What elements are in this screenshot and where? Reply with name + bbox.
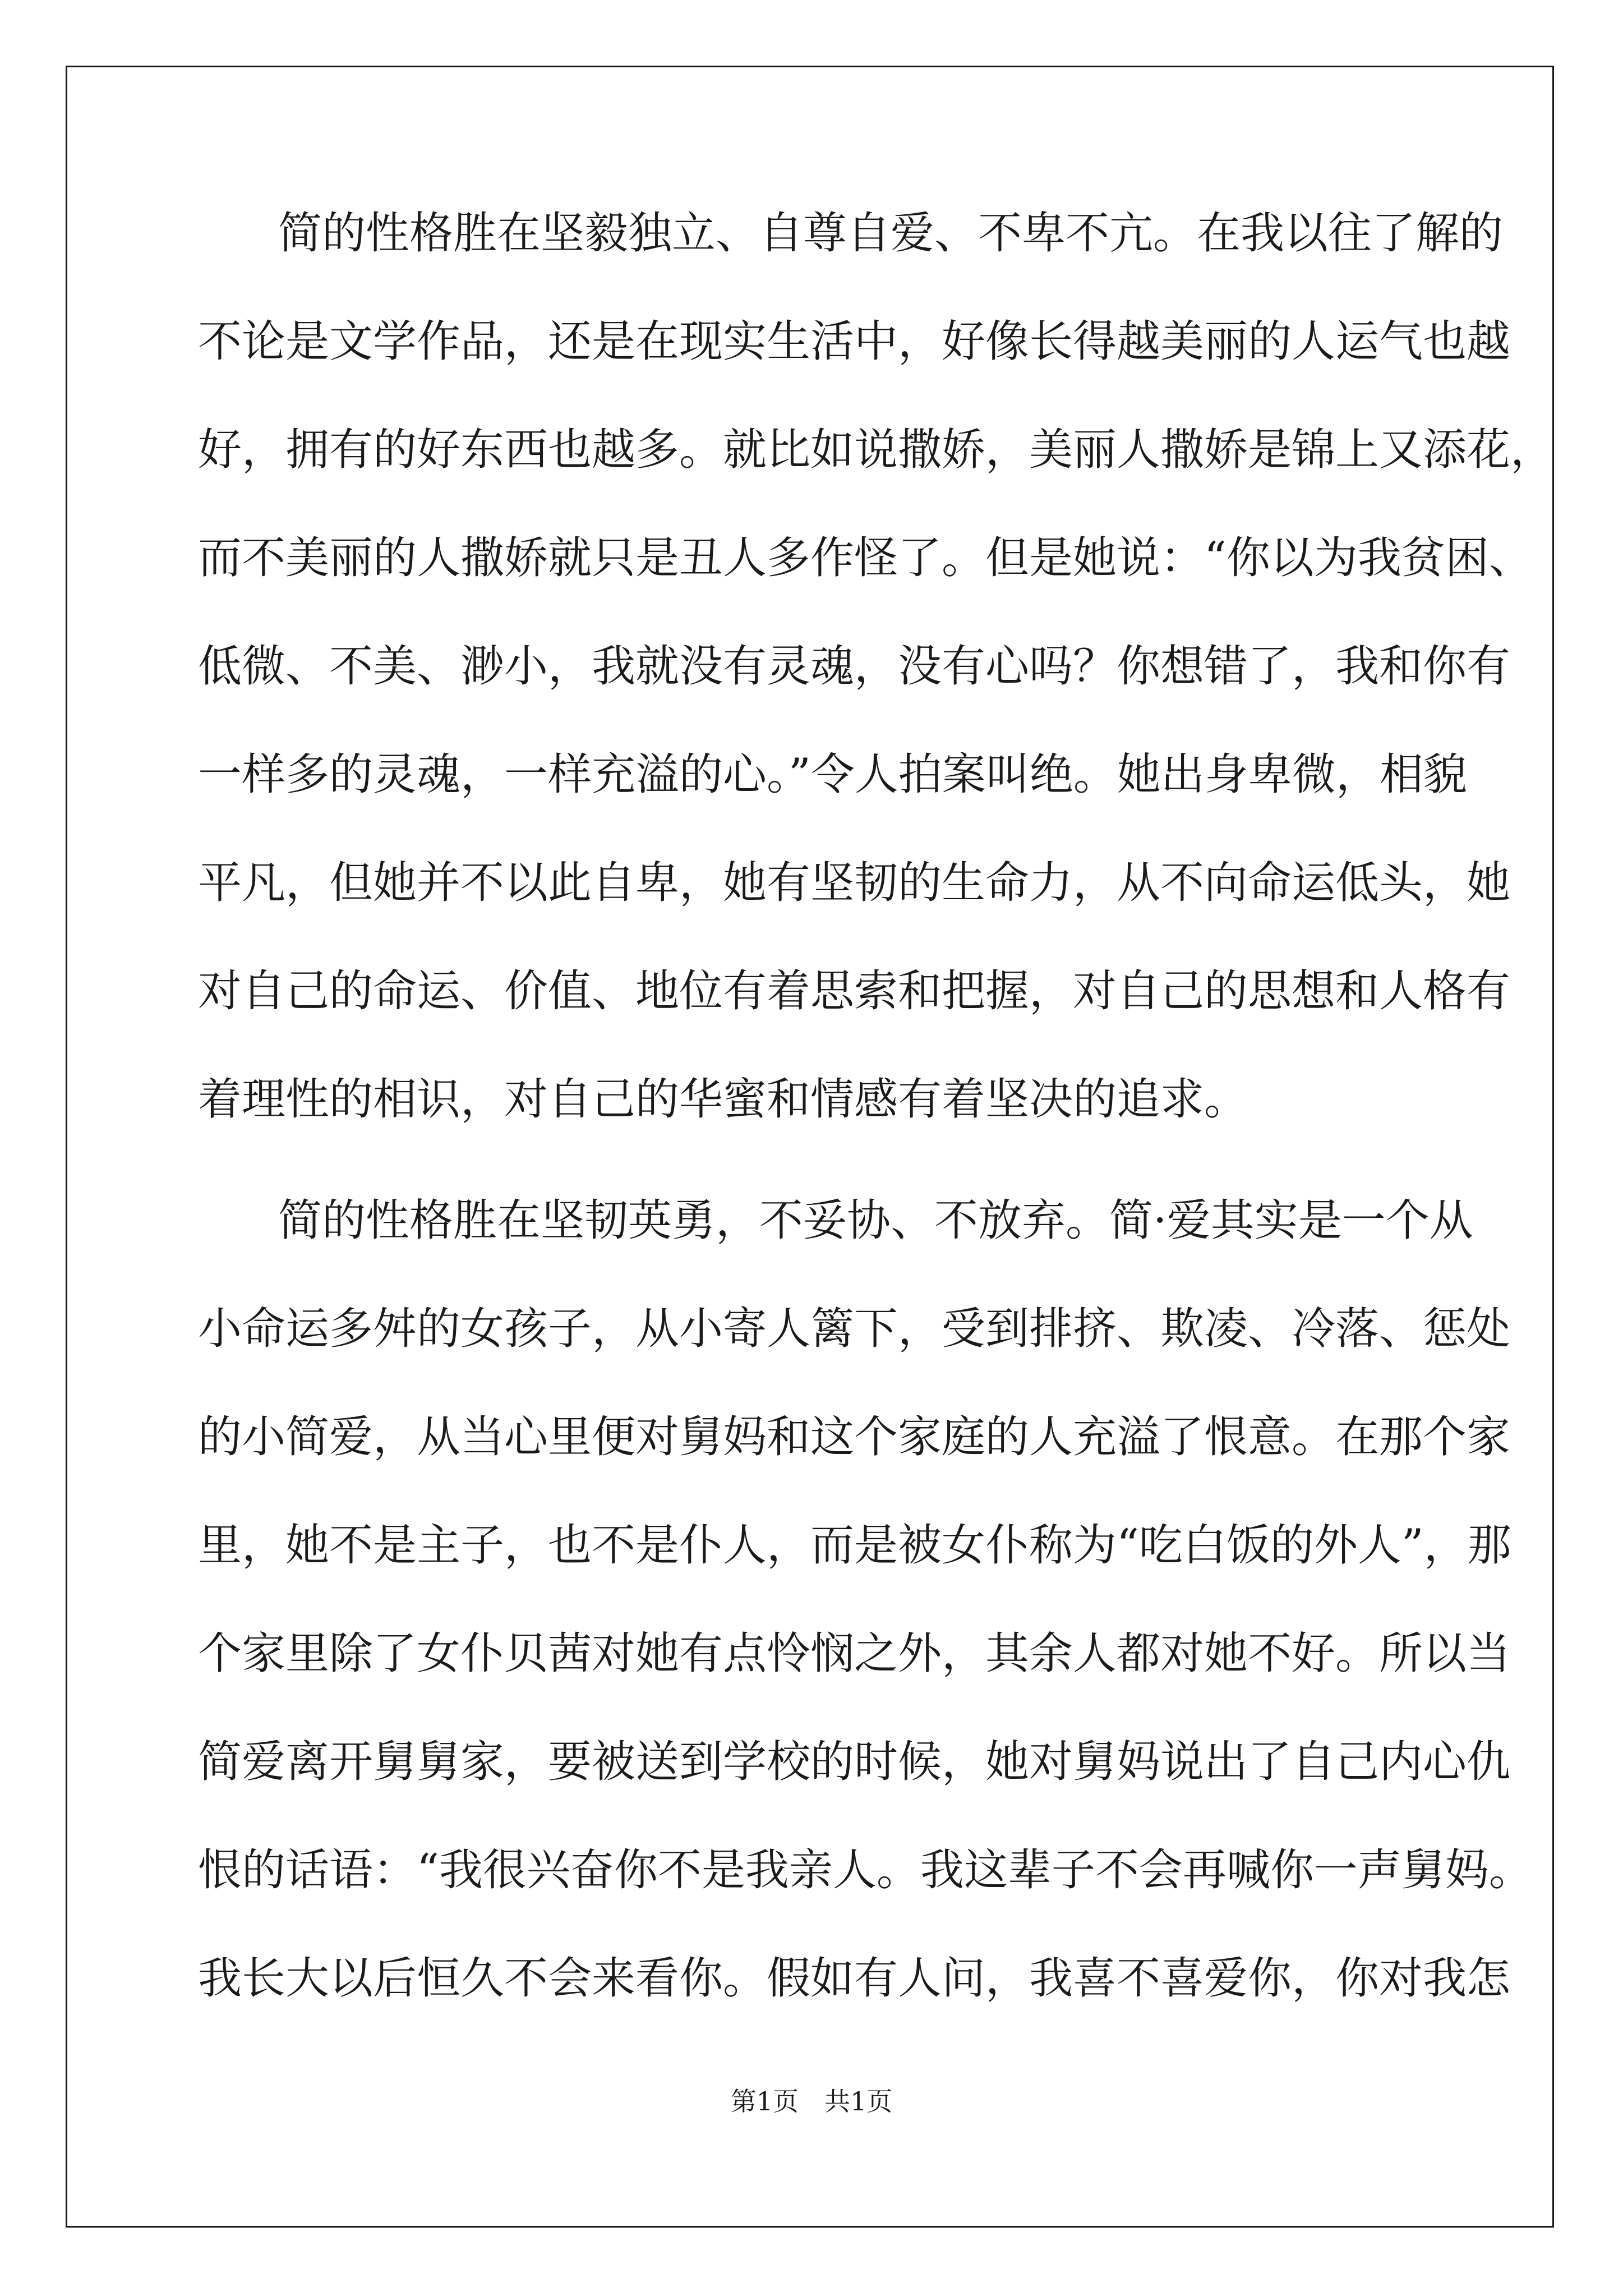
paragraph-2-line-7: 恨的话语：“我很兴奋你不是我亲人。我这辈子不会再喊你一声舅妈。: [198, 1845, 1533, 1895]
paragraph-1-line-3: 好，拥有的好东西也越多。就比如说撒娇，美丽人撒娇是锦上又添花，: [198, 425, 1555, 475]
paragraph-1-line-4: 而不美丽的人撒娇就只是丑人多作怪了。但是她说：“你以为我贫困、: [198, 533, 1533, 583]
page-number-footer: 第1页 共1页: [730, 2086, 893, 2116]
paragraph-1-line-1: 简的性格胜在坚毅独立、自尊自爱、不卑不亢。在我以往了解的: [278, 208, 1504, 259]
paragraph-2-line-2: 小命运多舛的女孩子，从小寄人篱下，受到排挤、欺凌、冷落、惩处: [198, 1304, 1511, 1354]
paragraph-1-line-5: 低微、不美、渺小，我就没有灵魂，没有心吗？你想错了，我和你有: [198, 641, 1511, 692]
paragraph-2-line-3: 的小简爱，从当心里便对舅妈和这个家庭的人充溢了恨意。在那个家: [198, 1412, 1511, 1462]
paragraph-1-line-6: 一样多的灵魂，一样充溢的心。”令人拍案叫绝。她出身卑微，相貌: [198, 749, 1467, 800]
paragraph-2-line-4: 里，她不是主子，也不是仆人，而是被女仆称为“吃白饭的外人”，那: [198, 1520, 1511, 1571]
paragraph-2-line-8: 我长大以后恒久不会来看你。假如有人问，我喜不喜爱你，你对我怎: [198, 1953, 1511, 2004]
paragraph-2-line-1: 简的性格胜在坚韧英勇，不妥协、不放弃。简·爱其实是一个从: [278, 1195, 1473, 1246]
paragraph-2-line-6: 简爱离开舅舅家，要被送到学校的时候，她对舅妈说出了自己内心仇: [198, 1737, 1511, 1787]
paragraph-2-line-5: 个家里除了女仆贝茜对她有点怜悯之外，其余人都对她不好。所以当: [198, 1628, 1511, 1679]
paragraph-1-line-9: 着理性的相识，对自己的华蜜和情感有着坚决的追求。: [198, 1074, 1248, 1125]
paragraph-1-line-2: 不论是文学作品，还是在现实生活中，好像长得越美丽的人运气也越: [198, 316, 1511, 367]
paragraph-1-line-8: 对自己的命运、价值、地位有着思索和把握，对自己的思想和人格有: [198, 966, 1511, 1016]
paragraph-1-line-7: 平凡，但她并不以此自卑，她有坚韧的生命力，从不向命运低头，她: [198, 858, 1511, 908]
document-body: [198, 208, 1555, 2062]
